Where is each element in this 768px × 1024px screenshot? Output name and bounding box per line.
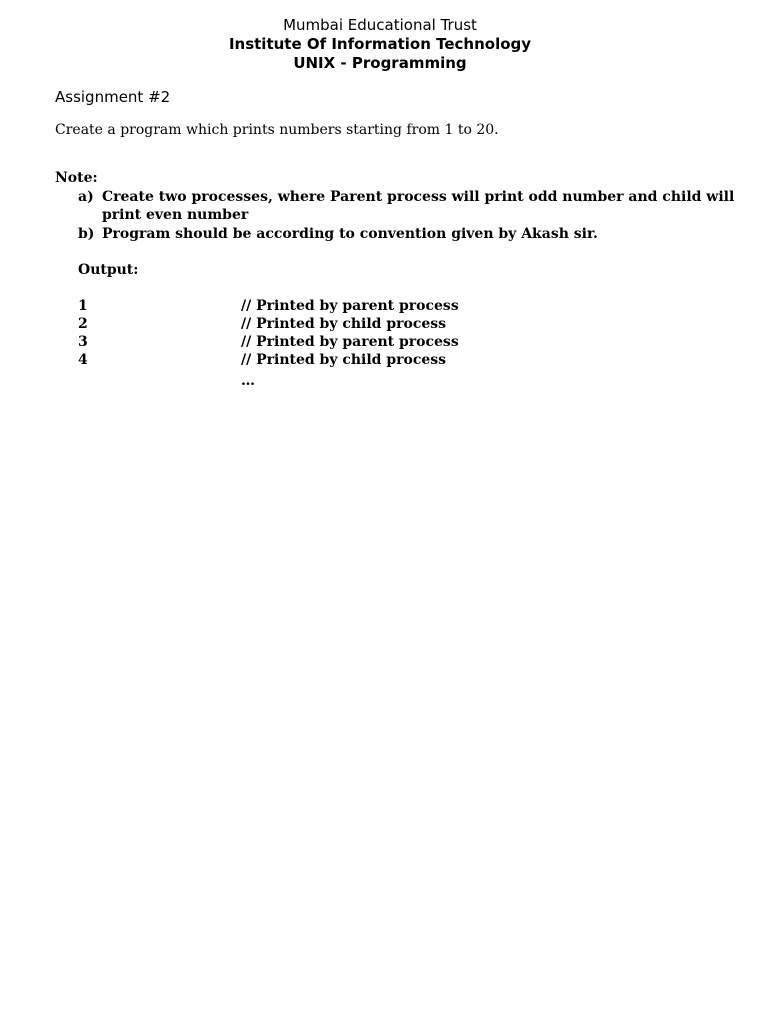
course-title: UNIX - Programming	[293, 54, 467, 72]
assignment-task: Create a program which prints numbers starting from 1 to 20.	[55, 122, 499, 138]
output-row-comment: // Printed by child process	[241, 352, 447, 368]
output-ellipsis: …	[241, 373, 255, 389]
note-item-a-marker: a)	[78, 189, 94, 205]
output-row-number: 2	[78, 316, 88, 332]
note-label: Note:	[55, 170, 98, 186]
output-label: Output:	[78, 262, 139, 278]
output-row-number: 1	[78, 298, 88, 314]
institute-name: Institute Of Information Technology	[228, 35, 532, 53]
output-row-comment: // Printed by child process	[241, 316, 447, 332]
assignment-title: Assignment #2	[55, 88, 171, 106]
note-item-b-line-1: Program should be according to convention given by Akash sir.	[102, 226, 598, 242]
output-row-number: 4	[78, 352, 88, 368]
organization-name: Mumbai Educational Trust	[283, 16, 477, 34]
output-row-comment: // Printed by parent process	[241, 298, 459, 314]
note-item-a-line-1: Create two processes, where Parent process will print odd number and child will	[102, 189, 735, 205]
note-item-b-marker: b)	[78, 226, 95, 242]
output-row-number: 3	[78, 334, 88, 350]
output-row-comment: // Printed by parent process	[241, 334, 459, 350]
note-item-a-line-2: print even number	[102, 207, 249, 223]
